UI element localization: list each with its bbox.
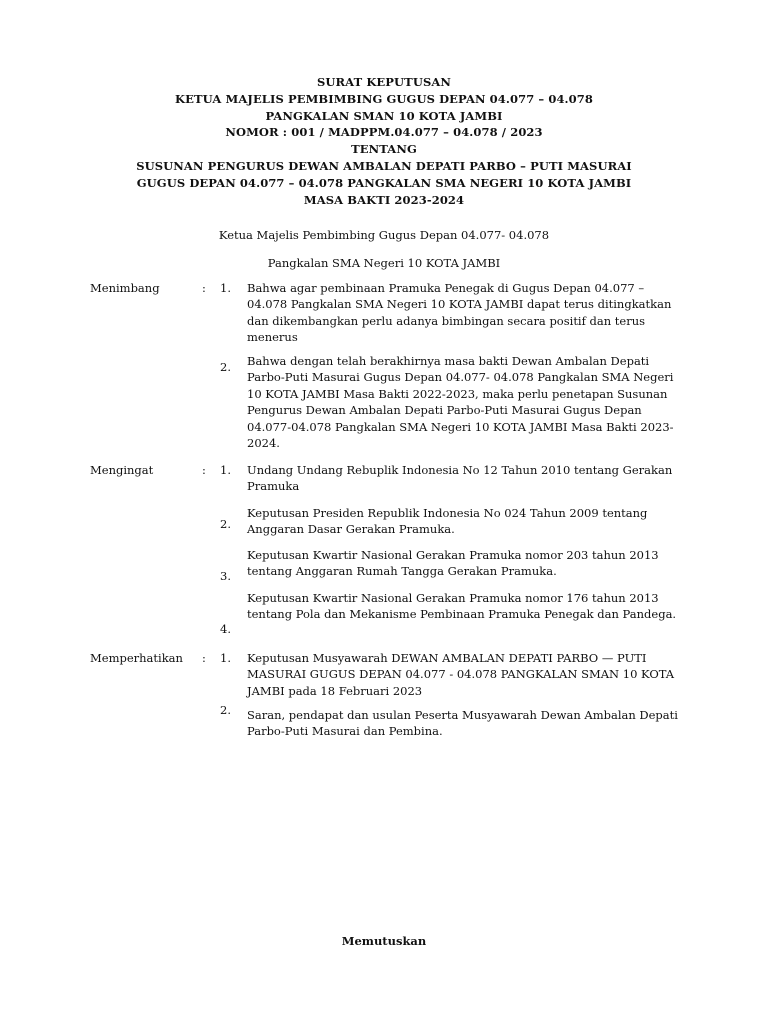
section-label: Memperhatikan <box>90 651 183 665</box>
item-text: Keputusan Musyawarah DEWAN AMBALAN DEPATI PARBO — PUTI MASURAI GUGUS DEPAN 04.077 - 04.078 PANGKALAN SMAN 10 KOTA JAMBI pada 18 Februari 2023 <box>247 651 675 698</box>
item-text: Keputusan Kwartir Nasional Gerakan Pramuka nomor 203 tahun 2013 tentang Anggaran Rumah Tangga Gerakan Pramuka. <box>247 548 659 579</box>
item-number: 1. <box>220 463 231 477</box>
header-title: SURAT KEPUTUSAN <box>316 75 451 89</box>
item-text: Keputusan Presiden Republik Indonesia No 024 Tahun 2009 tentang Anggaran Dasar Gerakan Pramuka. <box>247 506 648 537</box>
document-header <box>60 74 708 208</box>
item-text: Bahwa agar pembinaan Pramuka Penegak di Gugus Depan 04.077 – 04.078 Pangkalan SMA Negeri 10 KOTA JAMBI dapat terus ditingkatkan dan dikembangkan perlu adanya bimbingan secara positif dan terus menerus <box>247 281 672 345</box>
header-period: MASA BAKTI 2023-2024 <box>303 192 465 207</box>
item-text: Keputusan Kwartir Nasional Gerakan Pramuka nomor 176 tahun 2013 tentang Pola dan Mekanisme Pembinaan Pramuka Penegak dan Pandega. <box>247 591 677 622</box>
header-issuer: KETUA MAJELIS PEMBIMBING GUGUS DEPAN 04.077 – 04.078 <box>175 91 593 106</box>
item-number: 1. <box>220 651 231 665</box>
item-number: 2. <box>220 517 231 531</box>
header-base: PANGKALAN SMAN 10 KOTA JAMBI <box>265 108 503 123</box>
item-text: Bahwa dengan telah berakhirnya masa bakti Dewan Ambalan Depati Parbo-Puti Masurai Gugus Depan 04.077- 04.078 Pangkalan SMA Negeri 10 KOTA JAMBI Masa Bakti 2022-2023, maka perlu penetapan Susunan Pengurus Dewan Ambalan Depati Parbo-Puti Masurai Gugus Depan 04.077-04.078 Pangkalan SMA Negeri 10 KOTA JAMBI Masa Bakti 2023-2024. <box>247 354 674 451</box>
item-text: Undang Undang Rebuplik Indonesia No 12 Tahun 2010 tentang Gerakan Pramuka <box>247 463 673 494</box>
header-subject-2: GUGUS DEPAN 04.077 – 04.078 PANGKALAN SMA NEGERI 10 KOTA JAMBI <box>136 175 632 190</box>
item-number: 2. <box>220 703 231 717</box>
header-subject-1: SUSUNAN PENGURUS DEWAN AMBALAN DEPATI PARBO – PUTI MASURAI <box>136 158 632 173</box>
item-number: 3. <box>220 569 231 583</box>
section-label: Mengingat <box>90 463 154 477</box>
intro-line-1: Ketua Majelis Pembimbing Gugus Depan 04.077- 04.078 <box>218 228 550 242</box>
decision-heading: Memutuskan <box>341 934 427 948</box>
section-colon: : <box>202 651 206 665</box>
item-number: 2. <box>220 360 231 374</box>
header-number: NOMOR : 001 / MADPPM.04.077 – 04.078 / 2023 <box>225 125 543 140</box>
header-about: TENTANG <box>351 142 417 157</box>
section-colon: : <box>202 281 206 295</box>
section-label: Menimbang <box>90 281 160 295</box>
item-number: 1. <box>220 281 231 295</box>
section-colon: : <box>202 463 206 477</box>
item-text: Saran, pendapat dan usulan Peserta Musyawarah Dewan Ambalan Depati Parbo-Puti Masurai dan Pembina. <box>247 708 678 739</box>
item-number: 4. <box>220 622 231 636</box>
intro-line-2: Pangkalan SMA Negeri 10 KOTA JAMBI <box>267 256 501 270</box>
